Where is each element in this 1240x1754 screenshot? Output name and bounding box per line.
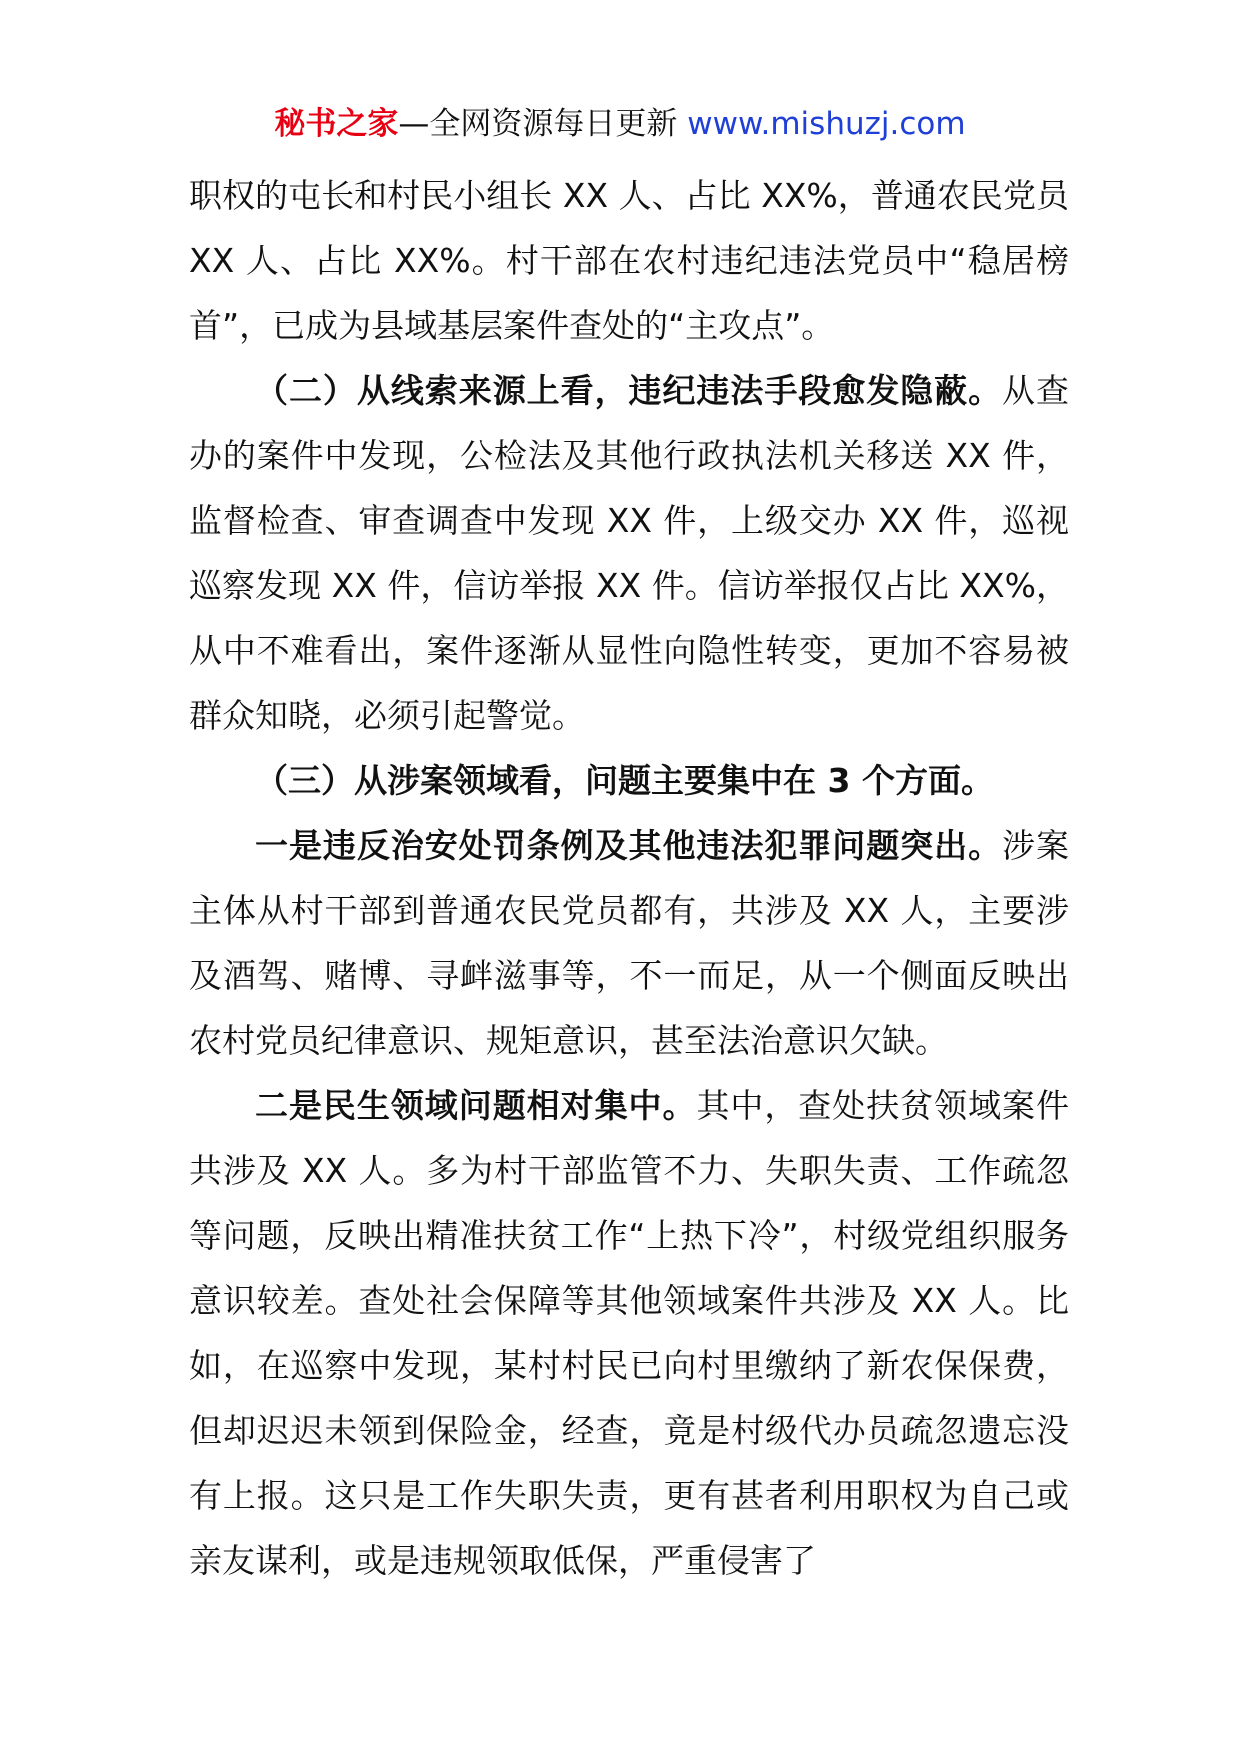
document-body (189, 163, 1069, 1593)
paragraph-clue-source (189, 358, 1069, 748)
paragraph-continuation (189, 163, 1069, 358)
paragraph-text: 其中，查处扶贫领域案件共涉及 XX 人。多为村干部监管不力、失职失责、工作疏忽等问题，反映出精准扶贫工作“上热下冷”，村级党组织服务意识较差。查处社会保障等其他领域案件共涉及 XX 人。比如，在巡察中发现，某村村民已向村里缴纳了新农保保费，但却迟迟未领到保险金，经查，竟是村级代办员疏忽遗忘没有上报。这只是工作失职失责，更有甚者利用职权为自己或亲友谋利，或是违规领取低保，严重侵害了 (189, 1086, 1070, 1580)
header-tagline: —全网资源每日更新 (398, 106, 688, 142)
paragraph-case-areas (189, 748, 1069, 813)
paragraph-text: 涉案主体从村干部到普通农民党员都有，共涉及 XX 人，主要涉及酒驾、赌博、寻衅滋事等，不一而足，从一个侧面反映出农村党员纪律意识、规矩意识，甚至法治意识欠缺。 (189, 826, 1070, 1060)
paragraph-point-two (189, 1073, 1069, 1593)
paragraph-text: 从查办的案件中发现，公检法及其他行政执法机关移送 XX 件，监督检查、审查调查中发现 XX 件，上级交办 XX 件，巡视巡察发现 XX 件，信访举报 XX 件。信访举报仅占比 XX%，从中不难看出，案件逐渐从显性向隐性转变，更加不容易被群众知晓，必须引起警觉。 (189, 371, 1070, 735)
paragraph-text: 职权的屯长和村民小组长 XX 人、占比 XX%，普通农民党员 XX 人、占比 XX%。村干部在农村违纪违法党员中“稳居榜首”，已成为县域基层案件查处的“主攻点”。 (189, 176, 1069, 345)
page-header (0, 102, 1240, 146)
section-heading: （二）从线索来源上看，违纪违法手段愈发隐蔽。 (255, 371, 1003, 410)
section-heading: （三）从涉案领域看，问题主要集中在 3 个方面。 (255, 761, 994, 800)
brand-name: 秘书之家 (274, 106, 399, 142)
site-url-link[interactable]: www.mishuzj.com (687, 106, 966, 142)
point-heading: 一是违反治安处罚条例及其他违法犯罪问题突出。 (255, 826, 1003, 865)
paragraph-point-one (189, 813, 1069, 1073)
point-heading: 二是民生领域问题相对集中。 (255, 1086, 697, 1125)
